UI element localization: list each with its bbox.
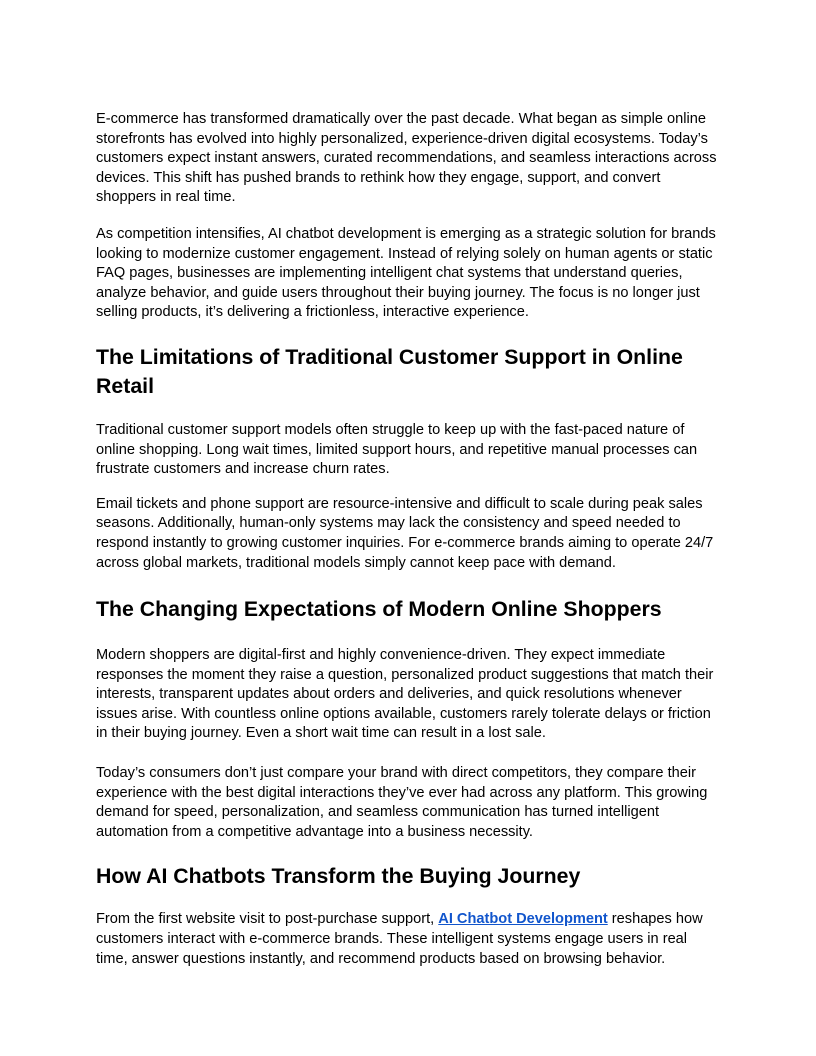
intro-paragraph-2: As competition intensifies, AI chatbot development is emerging as a strategic solution for brands looking to modernize customer engagement. Instead of relying solely on human agents or static FAQ pages, businesses are implementing intelligent chat systems that understand queries, analyze behavior, and guide users throughout their buying journey. The focus is no longer just selling products, it’s delivering a frictionless, interactive experience. (96, 225, 716, 321)
section-heading-shopper-expectations: The Changing Expectations of Modern Online Shoppers (96, 597, 662, 622)
document-page (96, 110, 720, 969)
section1-paragraph-1: Traditional customer support models often struggle to keep up with the fast-paced nature of online shopping. Long wait times, limited support hours, and repetitive manual processes can frustrate customers and increase churn rates. (96, 421, 698, 478)
section3-text-after-link: reshapes how customers interact with e-commerce brands. These intelligent systems engage users in real time, answer questions instantly, and recommend products based on browsing behavior. (96, 911, 703, 967)
ai-chatbot-development-link[interactable]: AI Chatbot Development (438, 911, 608, 928)
intro-paragraph-1: E-commerce has transformed dramatically over the past decade. What began as simple online storefronts has evolved into highly personalized, experience-driven digital ecosystems. Today’s customers expect instant answers, curated recommendations, and seamless interactions across devices. This shift has pushed brands to rethink how they engage, support, and convert shoppers in real time. (96, 111, 717, 206)
section3-paragraph-1 (96, 910, 720, 969)
section2-paragraph-2: Today’s consumers don’t just compare your brand with direct competitors, they compare their experience with the best digital interactions they’ve ever had across any platform. This growing demand for speed, personalization, and seamless communication has turned intelligent automation from a competitive advantage into a business necessity. (96, 765, 708, 840)
section-heading-traditional-support: The Limitations of Traditional Customer Support in Online Retail (96, 344, 683, 398)
section1-paragraph-2: Email tickets and phone support are resource-intensive and difficult to scale during peak sales seasons. Additionally, human-only systems may lack the consistency and speed needed to respond instantly to growing customer inquiries. For e-commerce brands aiming to operate 24/7 across global markets, traditional models simply cannot keep pace with demand. (96, 495, 714, 571)
section-heading-buying-journey: How AI Chatbots Transform the Buying Journey (96, 864, 581, 889)
section2-paragraph-1: Modern shoppers are digital-first and highly convenience-driven. They expect immediate responses the moment they raise a question, personalized product suggestions that match their interests, transparent updates about orders and deliveries, and quick resolutions whenever issues arise. With countless online options available, customers rarely tolerate delays or friction in their buying journey. Even a short wait time can result in a lost sale. (96, 647, 714, 742)
section3-text-before-link: From the first website visit to post-purchase support, (96, 911, 439, 928)
